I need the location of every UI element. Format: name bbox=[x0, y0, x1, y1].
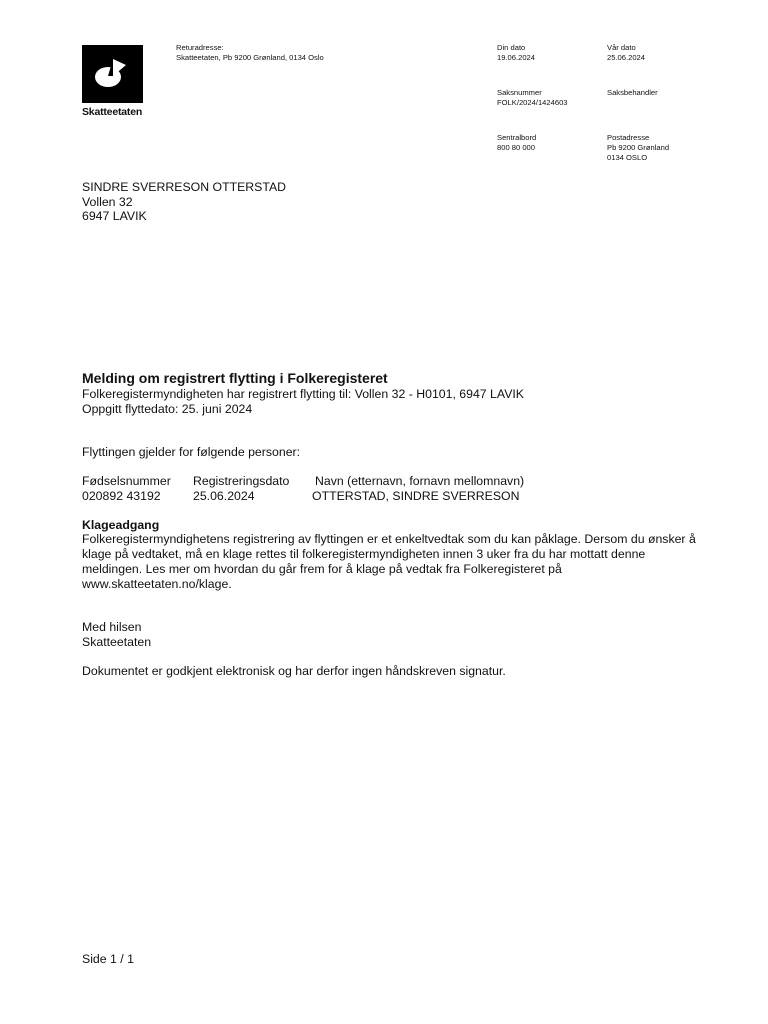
moving-destination: Folkeregistermyndigheten har registrert flytting til: Vollen 32 - H0101, 6947 LAVIK bbox=[82, 387, 525, 401]
din-dato-label: Din dato bbox=[497, 43, 526, 52]
sentralbord bbox=[497, 133, 536, 153]
cell-registreringsdato: 25.06.2024 bbox=[193, 489, 255, 503]
sentralbord-label: Sentralbord bbox=[497, 133, 537, 142]
skatteetaten-logo bbox=[82, 45, 143, 103]
postadresse-line1: Pb 9200 Grønland bbox=[607, 143, 670, 152]
klage-line: klage på vedtaket, må en klage rettes til folkeregistermyndigheten innen 3 uker fra du har mottatt denne bbox=[82, 547, 646, 561]
sentralbord-value: 800 80 000 bbox=[497, 143, 536, 152]
recipient-name: SINDRE SVERRESON OTTERSTAD bbox=[82, 180, 287, 194]
col-header-registreringsdato: Registreringsdato bbox=[193, 474, 290, 488]
klage-line: meldingen. Les mer om hvordan du går frem for å klage på vedtak fra Folkeregisteret på bbox=[82, 562, 562, 576]
din-dato-value: 19.06.2024 bbox=[497, 53, 536, 62]
recipient-street: Vollen 32 bbox=[82, 194, 133, 209]
klage-heading: Klageadgang bbox=[82, 518, 160, 532]
signature-note: Dokumentet er godkjent elektronisk og har derfor ingen håndskreven signatur. bbox=[82, 664, 506, 678]
cell-navn: OTTERSTAD, SINDRE SVERRESON bbox=[312, 489, 520, 503]
table-header-row bbox=[82, 474, 682, 489]
saksbehandler-label: Saksbehandler bbox=[607, 88, 658, 97]
greeting: Med hilsen bbox=[82, 620, 142, 634]
klage-link[interactable]: www.skatteetaten.no/klage. bbox=[82, 577, 232, 591]
saksbehandler bbox=[607, 88, 658, 98]
persons-table bbox=[82, 474, 682, 504]
postadresse bbox=[607, 133, 669, 163]
postadresse-line2: 0134 OSLO bbox=[607, 153, 648, 162]
moving-info bbox=[82, 387, 524, 417]
recipient-address bbox=[82, 180, 286, 224]
persons-intro: Flyttingen gjelder for følgende personer: bbox=[82, 445, 301, 459]
page-number: Side 1 / 1 bbox=[82, 952, 134, 966]
recipient-postal: 6947 LAVIK bbox=[82, 209, 147, 223]
letter-title: Melding om registrert flytting i Folkeregisteret bbox=[82, 370, 388, 386]
var-dato-value: 25.06.2024 bbox=[607, 53, 646, 62]
saksnummer-value: FOLK/2024/1424603 bbox=[497, 98, 568, 107]
postadresse-label: Postadresse bbox=[607, 133, 650, 142]
saksnummer bbox=[497, 88, 568, 108]
return-address-value: Skatteetaten, Pb 9200 Grønland, 0134 Oslo bbox=[176, 53, 324, 62]
var-dato bbox=[607, 43, 645, 63]
var-dato-label: Vår dato bbox=[607, 43, 636, 52]
closing bbox=[82, 620, 151, 650]
saksnummer-label: Saksnummer bbox=[497, 88, 542, 97]
klage-line: Folkeregistermyndighetens registrering av flyttingen er et enkeltvedtak som du kan påklage. Dersom du ønsker å bbox=[82, 532, 696, 546]
klage-paragraph bbox=[82, 532, 696, 592]
return-address bbox=[176, 43, 324, 63]
logo-mark-icon bbox=[82, 45, 143, 103]
sender: Skatteetaten bbox=[82, 635, 152, 649]
cell-fodselsnummer: 020892 43192 bbox=[82, 489, 161, 503]
col-header-navn: Navn (etternavn, fornavn mellomnavn) bbox=[315, 474, 525, 488]
return-address-label: Returadresse: bbox=[176, 43, 224, 52]
col-header-fodselsnummer: Fødselsnummer bbox=[82, 474, 171, 488]
moving-date: Oppgitt flyttedato: 25. juni 2024 bbox=[82, 402, 253, 416]
logo-name: Skatteetaten bbox=[82, 106, 143, 118]
din-dato bbox=[497, 43, 535, 63]
table-row bbox=[82, 489, 682, 504]
